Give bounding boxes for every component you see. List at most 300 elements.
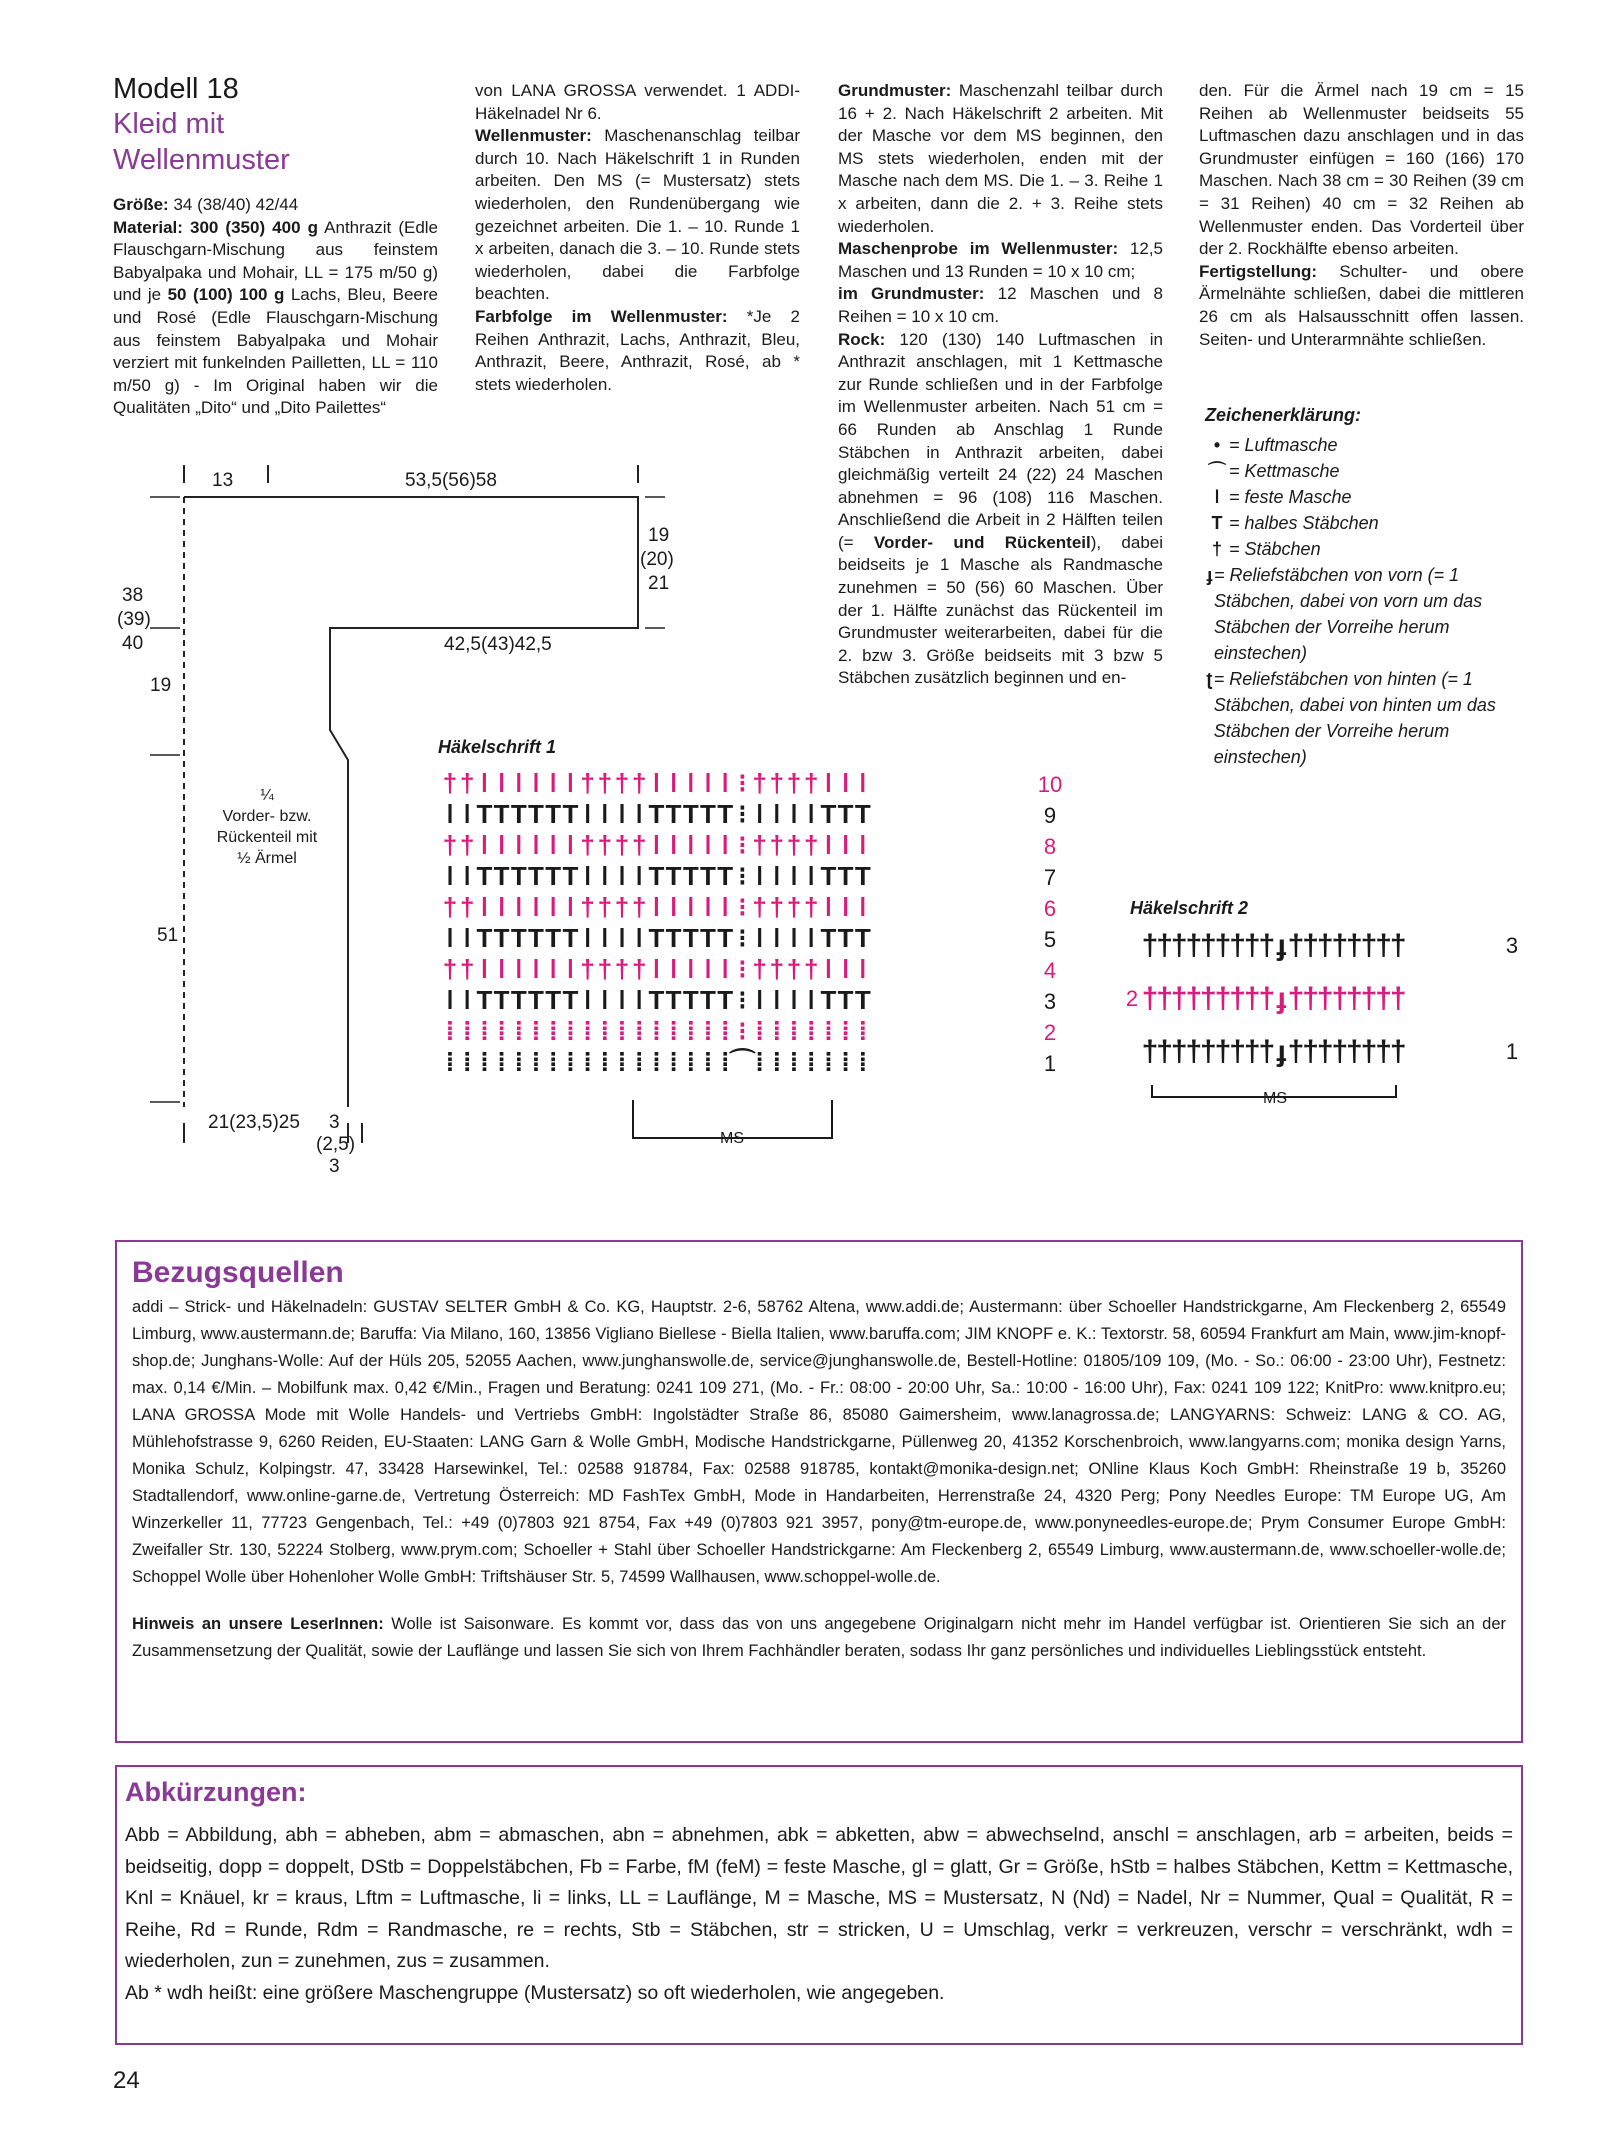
finishing-column [1199, 80, 1524, 351]
stitch-symbol: ⁞ [806, 1047, 816, 1077]
dim-left-3: 40 [122, 633, 144, 654]
stitch-symbol: † [580, 954, 595, 984]
stitch-symbol: ǀ [480, 892, 489, 922]
stitch-symbol: ǀ [669, 768, 678, 798]
legend-item [1205, 562, 1535, 666]
stitch-symbol: T [545, 985, 562, 1015]
stitch-symbol: T [510, 985, 527, 1015]
stitch-symbol: † [1141, 1035, 1159, 1068]
stitch-symbol: ⁞ [841, 1016, 850, 1046]
materials-column [113, 194, 438, 420]
stitch-symbol: † [1346, 1035, 1363, 1068]
stitch-symbol: ǀ [566, 954, 575, 984]
wave-pattern-label: Wellenmuster: [475, 126, 592, 146]
stitch-symbol: T [820, 985, 837, 1015]
stitch-symbol: † [459, 830, 475, 860]
stitch-symbol: T [648, 861, 665, 891]
stitch-symbol: T [665, 923, 682, 953]
stitch-symbol: ⁞ [566, 1016, 575, 1046]
stitch-symbol: ⁞ [755, 1016, 764, 1046]
stitch-symbol: ⁞ [497, 1047, 506, 1077]
stitch-symbol: † [769, 954, 785, 984]
sources-title: Bezugsquellen [132, 1256, 344, 1289]
chart1-title: Häkelschrift 1 [438, 737, 557, 757]
stitch-symbol: ǀ [497, 954, 506, 984]
abbreviations-note: Ab * wdh heißt: eine größere Maschengruppe (Mustersatz) so oft wiederholen, wie angegeben. [125, 1981, 945, 2004]
stitch-symbol: ⁞ [600, 1047, 610, 1077]
stitch-symbol: T [717, 861, 734, 891]
chain-stitch-icon: • [1213, 435, 1221, 455]
stitch-symbol: † [631, 954, 647, 984]
stitch-symbol: ǀ [446, 923, 454, 953]
stitch-symbol: ǀ [824, 768, 833, 798]
stitch-symbol: † [1258, 982, 1276, 1015]
stitch-symbol: T [648, 985, 665, 1015]
stitch-symbol: † [1229, 1035, 1246, 1068]
stitch-symbol: ǀ [549, 892, 557, 922]
stitch-symbol: ⁝ [738, 830, 747, 860]
dim-bottom-r1: 3 [329, 1112, 340, 1133]
legend-text: = Kettmasche [1229, 461, 1340, 481]
stitch-symbol: ⁞ [445, 1016, 455, 1046]
stitch-symbol: † [1200, 1035, 1217, 1068]
legend-text: = Luftmasche [1229, 435, 1338, 455]
stitch-symbol: † [1214, 929, 1232, 962]
stitch-symbol: † [803, 954, 819, 984]
stitch-symbol: ⁞ [566, 1047, 575, 1077]
hint-text: Wolle ist Saisonware. Es kommt vor, dass das von uns angegebene Originalgarn nicht mehr im Handel verfügbar ist. Orientieren Sie sich an der Zusammensetzung der Qualität, sowie der Lauflänge und lassen Sie sich von Ihrem Fachhändler beraten, sodass Ihr ganz persönliches und individuelles Lieblingsstück entsteht. [132, 1615, 1506, 1660]
stitch-symbol: ǀ [721, 830, 729, 860]
stitch-symbol: † [752, 892, 767, 922]
stitch-symbol: † [614, 830, 630, 860]
stitch-symbol: T [562, 861, 579, 891]
stitch-symbol: † [580, 768, 595, 798]
stitch-symbol: † [803, 892, 819, 922]
material-label: Material: 300 (350) 400 g [113, 217, 319, 237]
stitch-symbol: † [1141, 982, 1159, 1015]
chart1-row-label: 5 [1043, 927, 1057, 952]
stitch-symbol: † [1331, 1035, 1349, 1068]
stitch-symbol: ⁞ [634, 1047, 644, 1077]
schematic-center-label [192, 785, 342, 869]
stitch-symbol: † [580, 892, 595, 922]
stitch-symbol: † [1287, 929, 1305, 962]
stitch-symbol: ⁝ [738, 768, 747, 798]
stitch-symbol: † [1389, 982, 1407, 1015]
stitch-symbol: ǀ [773, 923, 781, 953]
stitch-symbol: ⁞ [480, 1047, 489, 1077]
stitch-symbol: ǀ [480, 954, 489, 984]
abbreviations-title: Abkürzungen: [125, 1777, 307, 1807]
stitch-symbol: ǀ [566, 892, 575, 922]
page-title-line1: Kleid mit [113, 108, 225, 140]
color-sequence-text: *Je 2 Reihen Anthrazit, Lachs, Anthrazit, Bleu, Anthrazit, Beere, Anthrazit, Rosé, ab * stets wiederholen. [475, 306, 800, 394]
stitch-symbol: † [442, 892, 458, 922]
stitch-symbol: ǀ [790, 985, 798, 1015]
stitch-symbol: ⁞ [617, 1016, 627, 1046]
single-crochet-icon: ǀ [1214, 487, 1220, 507]
stitch-symbol: ǀ [790, 799, 798, 829]
chart1-row-label: 4 [1043, 958, 1057, 983]
back-post-dc-icon: ʈ [1206, 669, 1213, 689]
skirt-text-2: ), dabei beidseits je 1 Masche als Randmasche zunehmen = 50 (56) 60 Maschen. Über der 1. Hälfte zunächst das Rückenteil im Grundmuster weiterarbeiten, dabei für die 2. bzw 3. Größe beidseits mit 3 bzw 5 Stäbchen zusätzlich beginnen und en- [838, 532, 1164, 688]
gauge-label-2: im Grundmuster: [838, 284, 985, 304]
legend-item [1205, 432, 1535, 458]
stitch-symbol: ǀ [704, 830, 712, 860]
chart1-row-label: 7 [1043, 865, 1057, 890]
stitch-symbol: T [493, 861, 510, 891]
stitch-symbol: ǀ [824, 830, 833, 860]
stitch-symbol: T [528, 985, 544, 1015]
stitch-symbol: † [1214, 1035, 1232, 1068]
crochet-chart-1 [430, 760, 1070, 1160]
stitch-symbol: ǀ [515, 768, 523, 798]
stitch-symbol: T [854, 985, 871, 1015]
stitch-symbol: ⁞ [514, 1016, 524, 1046]
stitch-symbol: † [803, 830, 819, 860]
stitch-symbol: T [700, 923, 716, 953]
stitch-symbol: ǀ [463, 985, 471, 1015]
stitch-symbol: T [700, 861, 716, 891]
stitch-symbol: ǀ [859, 768, 867, 798]
stitch-symbol: ǀ [755, 985, 764, 1015]
stitch-symbol: ǀ [841, 830, 850, 860]
gauge-text: 12,5 Maschen und 13 Runden = 10 x 10 cm; [838, 239, 1163, 281]
stitch-symbol: ǀ [601, 985, 609, 1015]
stitch-symbol: ǀ [790, 923, 798, 953]
stitch-symbol: † [769, 830, 785, 860]
crochet-chart-2 [1120, 925, 1520, 1115]
stitch-symbol: ⌒ [729, 1047, 756, 1077]
stitch-symbol: ⁞ [462, 1047, 472, 1077]
stitch-symbol: † [1258, 929, 1276, 962]
stitch-symbol: ǀ [532, 892, 540, 922]
stitch-symbol: ɟ [1276, 982, 1287, 1015]
stitch-symbol: † [1360, 982, 1378, 1015]
stitch-symbol: † [1185, 1035, 1203, 1068]
stitch-symbol: † [752, 768, 767, 798]
stitch-symbol: ǀ [824, 892, 833, 922]
stitch-symbol: ǀ [704, 892, 712, 922]
legend-item [1205, 666, 1535, 770]
stitch-symbol: ǀ [618, 861, 626, 891]
stitch-symbol: ǀ [497, 892, 506, 922]
abbreviations-box [115, 1765, 1523, 2045]
stitch-symbol: ⁝ [738, 923, 747, 953]
stitch-symbol: † [1316, 982, 1334, 1015]
stitch-symbol: ǀ [790, 861, 798, 891]
stitch-symbol: T [717, 799, 734, 829]
stitch-symbol: ǀ [807, 985, 815, 1015]
abbreviations-text: Abb = Abbildung, abh = abheben, abm = abmaschen, abn = abnehmen, abk = abketten, abw = abwechselnd, anschl = anschlagen, arb = arbeiten, beids = beidseitig, dopp = doppelt, DStb = Doppelstäbchen, Fb = Farbe, fM (feM) = feste Masche, gl = glatt, Gr = Größe, hStb = halbes Stäbchen, Kettm = Kettmasche, Knl = Knäuel, kr = kraus, Lftm = Luftmasche, li = links, LL = Lauflänge, M = Masche, MS = Mustersatz, N (Nd) = Nadel, Nr = Nummer, Qual = Qualität, R = Reihe, Rd = Runde, Rdm = Randmasche, re = rechts, Stb = Stäbchen, str = stricken, U = Umschlag, verkr = verkreuzen, verschr = verschränkt, wdh = wiederholen, zun = zunehmen, zus = zusammen. [125, 1824, 1513, 1972]
stitch-symbol: ⁞ [720, 1016, 730, 1046]
stitch-symbol: ǀ [635, 799, 643, 829]
stitch-symbol: T [682, 985, 699, 1015]
stitch-symbol: T [854, 923, 871, 953]
stitch-symbol: ǀ [601, 799, 609, 829]
stitch-symbol: T [820, 861, 837, 891]
stitch-symbol: ǀ [515, 892, 523, 922]
stitch-symbol: † [1389, 929, 1407, 962]
stitch-symbol: † [803, 768, 819, 798]
stitch-symbol: † [1360, 929, 1378, 962]
stitch-symbol: ǀ [755, 799, 764, 829]
stitch-symbol: T [717, 923, 734, 953]
legend-text: = Reliefstäbchen von hinten (= 1 Stäbchen, dabei von hinten um das Stäbchen der Vorreihe herum einstechen) [1213, 669, 1496, 767]
stitch-symbol: T [476, 985, 493, 1015]
stitch-symbol: † [614, 892, 630, 922]
stitch-symbol: ⁞ [583, 1047, 592, 1077]
stitch-symbol: T [476, 799, 493, 829]
stitch-symbol: ⁞ [755, 1047, 764, 1077]
stitch-symbol: ǀ [446, 799, 454, 829]
stitch-symbol: ⁞ [548, 1047, 558, 1077]
stitch-symbol: † [631, 892, 647, 922]
stitch-symbol: T [665, 799, 682, 829]
finishing-label: Fertigstellung: [1199, 261, 1318, 281]
stitch-symbol: † [1287, 982, 1305, 1015]
stitch-symbol: † [1243, 929, 1261, 962]
stitch-symbol: ⁞ [617, 1047, 627, 1077]
stitch-symbol: T [545, 923, 562, 953]
stitch-symbol: † [1375, 929, 1392, 962]
stitch-symbol: ⁞ [583, 1016, 592, 1046]
stitch-symbol: † [769, 892, 785, 922]
dim-bottom-r3: 3 [329, 1156, 340, 1177]
stitch-symbol: † [597, 830, 613, 860]
stitch-symbol: T [562, 985, 579, 1015]
stitch-symbol: ⁞ [703, 1016, 713, 1046]
stitch-symbol: T [717, 985, 734, 1015]
stitch-symbol: ǀ [704, 768, 712, 798]
chart1-row-label: 3 [1043, 989, 1057, 1014]
chart2-row-label: 1 [1505, 1039, 1519, 1064]
stitch-symbol: ⁞ [652, 1016, 661, 1046]
stitch-symbol: ⁞ [600, 1016, 610, 1046]
center-label-line: Rückenteil mit [216, 829, 318, 846]
dim-right-1: 19 [648, 525, 670, 546]
stitch-symbol: † [1243, 982, 1261, 1015]
skirt-bold: Vorder- und Rückenteil [873, 532, 1091, 552]
stitch-symbol: † [1302, 982, 1319, 1015]
stitch-symbol: † [1185, 929, 1203, 962]
stitch-symbol: ǀ [841, 768, 850, 798]
stitch-symbol: ǀ [601, 861, 609, 891]
stitch-symbol: T [510, 861, 527, 891]
stitch-symbol: † [459, 892, 475, 922]
stitch-symbol: ɟ [1276, 929, 1287, 962]
stitch-symbol: ǀ [618, 799, 626, 829]
stitch-symbol: T [545, 861, 562, 891]
stitch-symbol: ǀ [721, 954, 729, 984]
stitch-symbol: ǀ [773, 985, 781, 1015]
stitch-symbol: ⁝ [738, 861, 747, 891]
stitch-symbol: ⁞ [497, 1016, 506, 1046]
stitch-symbol: ǀ [859, 892, 867, 922]
stitch-symbol: ǀ [566, 830, 575, 860]
dim-top-left: 13 [212, 470, 234, 491]
stitch-symbol: T [854, 861, 871, 891]
stitch-symbol: † [1389, 1035, 1407, 1068]
stitch-symbol: ⁞ [514, 1047, 524, 1077]
stitch-symbol: † [1316, 1035, 1334, 1068]
stitch-symbol: ǀ [446, 985, 454, 1015]
stitch-symbol: † [631, 830, 647, 860]
chart1-row-label: 6 [1043, 896, 1057, 921]
needle-text: von LANA GROSSA verwendet. 1 ADDI-Häkelnadel Nr 6. [475, 81, 800, 123]
base-pattern-text: Maschenzahl teilbar durch 16 + 2. Nach Häkelschrift 2 arbeiten. Mit der Masche vor dem MS beginnen, den MS stets wiederholen, enden mit der Masche nach dem MS. Die 1. – 3. Reihe 1 x arbeiten, dann die 2. + 3. Reihe stets wiederholen. [838, 81, 1163, 236]
stitch-symbol: ǀ [721, 892, 729, 922]
stitch-symbol: T [854, 799, 871, 829]
legend-text: = feste Masche [1229, 487, 1352, 507]
stitch-symbol: T [837, 861, 854, 891]
stitch-symbol: T [837, 985, 854, 1015]
stitch-symbol: T [837, 923, 854, 953]
half-double-crochet-icon: T [1211, 513, 1223, 533]
gauge-label: Maschenprobe im Wellenmuster: [838, 239, 1119, 259]
stitch-symbol: ⁞ [480, 1016, 489, 1046]
skirt-text: 120 (130) 140 Luftmaschen in Anthrazit anschlagen, mit 1 Kettmasche zur Runde schließen und in der Farbfolge im Wellenmuster arbeiten. Nach 51 cm = 66 Runden ab Anschlag 1 Runde Stäbchen in Anthrazit arbeiten, dabei gleichmäßig verteilt 24 (22) 24 Maschen abnehmen = 96 (108) 116 Maschen. Anschließend die Arbeit in 2 Hälften teilen (= [838, 329, 1163, 552]
stitch-symbol: T [562, 799, 579, 829]
stitch-symbol: ⁞ [669, 1016, 678, 1046]
chart2-ms-label: MS [1263, 1090, 1287, 1107]
double-crochet-icon: † [1211, 539, 1222, 559]
stitch-symbol: † [769, 768, 785, 798]
dim-right-2: (20) [640, 549, 674, 570]
stitch-symbol: T [820, 799, 837, 829]
stitch-symbol: † [752, 954, 767, 984]
stitch-symbol: ⁞ [548, 1016, 558, 1046]
stitch-symbol: † [459, 954, 475, 984]
sources-box [115, 1240, 1523, 1743]
stitch-symbol: T [510, 923, 527, 953]
stitch-symbol: † [631, 768, 647, 798]
stitch-symbol: T [820, 923, 837, 953]
stitch-symbol: † [1346, 929, 1363, 962]
chart2-title: Häkelschrift 2 [1130, 898, 1249, 918]
stitch-symbol: ǀ [721, 768, 729, 798]
stitch-symbol: ⁞ [858, 1016, 868, 1046]
stitch-symbol: ⁝ [738, 892, 747, 922]
stitch-symbol: ⁞ [772, 1016, 782, 1046]
stitch-symbol: ǀ [755, 923, 764, 953]
stitch-symbol: ⁝ [738, 954, 747, 984]
stitch-symbol: ǀ [549, 830, 557, 860]
stitch-symbol: ⁞ [531, 1047, 541, 1077]
stitch-symbol: ǀ [497, 768, 506, 798]
slip-stitch-icon: ⌒ [1208, 461, 1226, 481]
chart1-row-label: 1 [1043, 1051, 1057, 1076]
stitch-symbol: † [442, 768, 458, 798]
stitch-symbol: ǀ [618, 985, 626, 1015]
model-label: Modell 18 [113, 73, 239, 105]
stitch-symbol: † [1316, 929, 1334, 962]
stitch-symbol: T [476, 923, 493, 953]
stitch-symbol: ǀ [773, 861, 781, 891]
stitch-symbol: ⁝ [738, 799, 747, 829]
stitch-symbol: ǀ [669, 892, 678, 922]
stitch-symbol: ǀ [618, 923, 626, 953]
stitch-symbol: † [597, 768, 613, 798]
stitch-symbol: ⁞ [772, 1047, 782, 1077]
stitch-symbol: ǀ [687, 830, 695, 860]
front-post-dc-icon: ɟ [1206, 565, 1213, 585]
skirt-label: Rock: [838, 329, 886, 349]
stitch-symbol: † [1200, 929, 1217, 962]
stitch-symbol: † [1170, 1035, 1188, 1068]
stitch-symbol: T [562, 923, 579, 953]
stitch-symbol: ǀ [807, 923, 815, 953]
dim-bottom-r2: (2,5) [316, 1134, 356, 1155]
stitch-symbol: ǀ [859, 830, 867, 860]
instructions-column [838, 80, 1163, 690]
stitch-symbol: ⁞ [703, 1047, 713, 1077]
chart2-row-label: 3 [1505, 933, 1519, 958]
stitch-symbol: T [528, 799, 544, 829]
stitch-symbol: † [786, 954, 802, 984]
stitch-symbol: ǀ [635, 923, 643, 953]
chart1-row-label: 8 [1043, 834, 1057, 859]
stitch-symbol: ǀ [652, 768, 661, 798]
stitch-symbol: ǀ [532, 954, 540, 984]
stitch-symbol: † [752, 830, 767, 860]
stitch-symbol: ǀ [773, 799, 781, 829]
chart2-row-label: 2 [1125, 986, 1139, 1011]
dim-bottom: 21(23,5)25 [208, 1112, 300, 1133]
material-text-2: Lachs, Bleu, Beere und Rosé (Edle Flauschgarn-Mischung aus feinstem Babyalpaka und Mohair verziert mit funkelnden Pailletten, LL = 110 m/50 g) - Im Original haben wir die Qualitäten „Dito“ und „Dito Pailettes“ [113, 285, 439, 418]
stitch-symbol: ǀ [824, 954, 833, 984]
chart1-row-label: 10 [1037, 772, 1063, 797]
material-text: Anthrazit (Edle Flauschgarn-Mischung aus feinstem Babyalpaka und Mohair, LL = 175 m/50 g) und je [113, 217, 438, 305]
stitch-symbol: ǀ [583, 799, 592, 829]
stitch-symbol: † [1229, 929, 1246, 962]
stitch-symbol: ⁝ [738, 985, 747, 1015]
stitch-symbol: ⁞ [445, 1047, 455, 1077]
stitch-symbol: ǀ [755, 861, 764, 891]
stitch-symbol: T [665, 985, 682, 1015]
page-number: 24 [113, 2067, 140, 2094]
stitch-symbol: † [442, 830, 458, 860]
stitch-symbol: T [665, 861, 682, 891]
legend-item [1205, 536, 1535, 562]
stitch-symbol: ǀ [652, 954, 661, 984]
dim-left-1: 38 [122, 585, 144, 606]
stitch-symbol: † [1200, 982, 1217, 1015]
stitch-symbol: ⁞ [841, 1047, 850, 1077]
stitch-symbol: ǀ [583, 985, 592, 1015]
stitch-symbol: T [545, 799, 562, 829]
stitch-symbol: ⁞ [531, 1016, 541, 1046]
stitch-symbol: ǀ [687, 768, 695, 798]
stitch-symbol: ǀ [497, 830, 506, 860]
stitch-symbol: ǀ [566, 768, 575, 798]
stitch-symbol: ǀ [532, 768, 540, 798]
legend-text: = Stäbchen [1229, 539, 1321, 559]
stitch-symbol: ǀ [704, 954, 712, 984]
stitch-symbol: ǀ [532, 830, 540, 860]
stitch-symbol: ⁞ [686, 1047, 696, 1077]
stitch-symbol: ǀ [859, 954, 867, 984]
stitch-symbol: ɟ [1276, 1035, 1287, 1068]
stitch-symbol: ⁝ [738, 1016, 747, 1046]
wave-pattern-text: Maschenanschlag teilbar durch 10. Nach Häkelschrift 1 in Runden arbeiten. Den MS (= Mustersatz) stets wiederholen, den Rundenübergang wie gezeichnet arbeiten. Die 1. – 10. Runde 1 x arbeiten, danach die 3. – 10. Runde stets wiederholen, dabei die Farbfolge beachten. [475, 126, 800, 304]
stitch-symbol: ǀ [807, 861, 815, 891]
stitch-symbol: ǀ [669, 830, 678, 860]
legend-title: Zeichenerklärung: [1205, 405, 1362, 425]
stitch-symbol: † [1170, 982, 1188, 1015]
stitch-symbol: T [700, 799, 716, 829]
stitch-symbol: ǀ [687, 892, 695, 922]
